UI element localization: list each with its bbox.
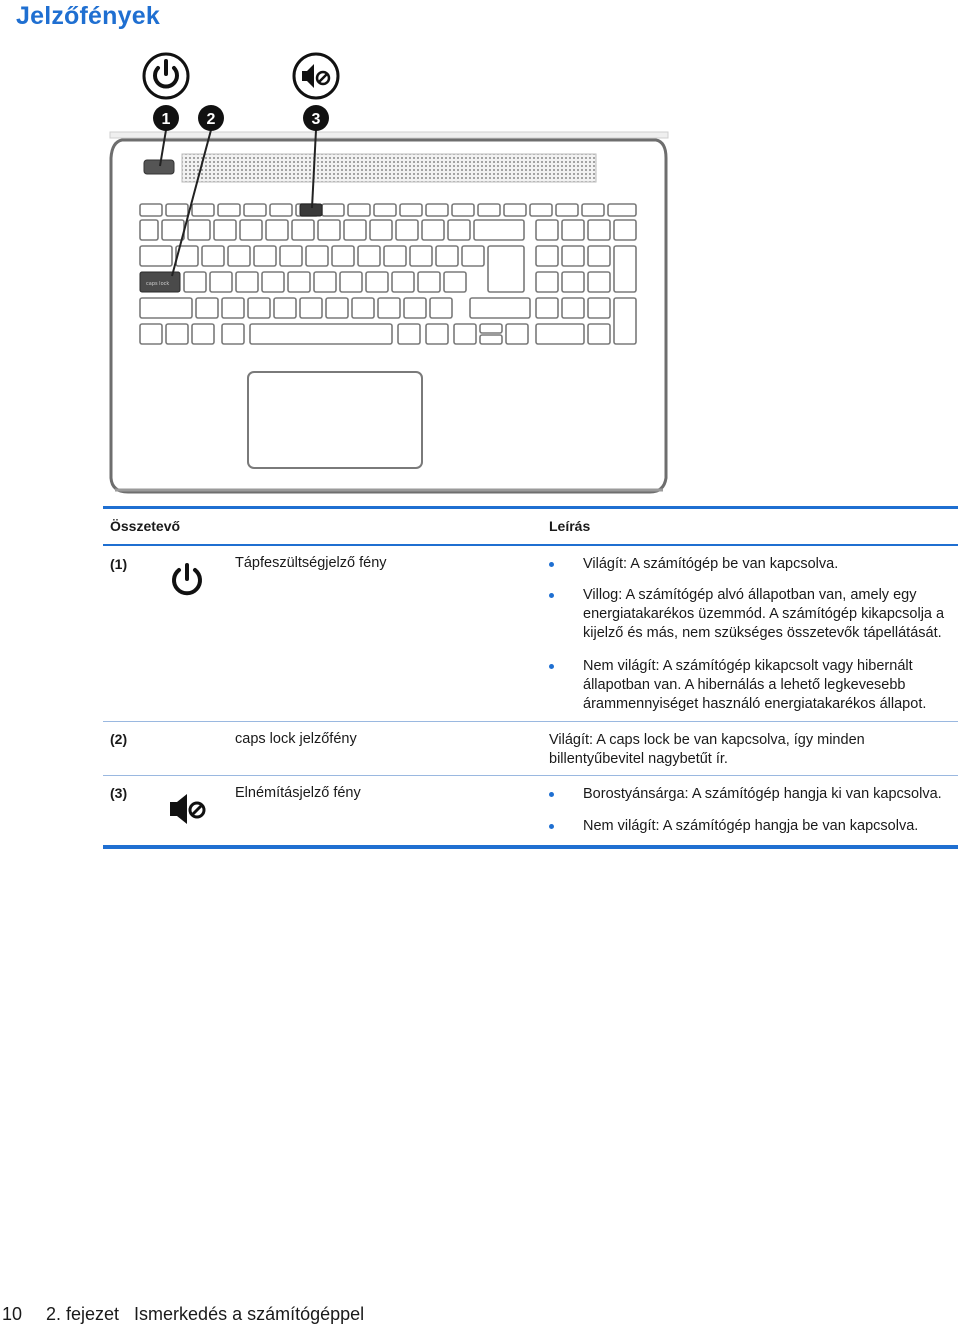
table-bottom-rule [103,845,958,849]
table-top-rule [103,506,958,509]
callout-1 [153,105,179,131]
row-1-bullet-1: Világít: A számítógép be van kapcsolva. [583,556,839,572]
chapter-title: 2. fejezet Ismerkedés a számítógéppel [46,1304,365,1324]
mute-icon [168,792,208,826]
header-component: Összetevő [110,518,181,534]
row-1-bullet-2: Villog: A számítógép alvó állapotban van, amely egy energiatakarékos üzemmód. A számítógép kikapcsolja a kijelző és más, nem szükséges összetevők tápellátását. [583,587,945,641]
row-3-bullet-1: Borostyánsárga: A számítógép hangja ki van kapcsolva. [583,786,942,802]
svg-text:2: 2 [206,111,216,128]
row-rule [103,721,958,722]
power-icon [144,54,188,98]
header-description: Leírás [549,518,591,534]
row-2-description: Világít: A caps lock be van kapcsolva, így minden billentyűbevitel nagybetűt ír. [549,732,865,767]
row-3-component: Elnémításjelző fény [235,785,361,801]
row-1-bullet-3: Nem világít: A számítógép kikapcsolt vagy hibernált állapotban van. A hibernálás a lehető legkevesebb árammennyiséget használó energiatakarékos állapot. [583,658,927,712]
mute-key [300,204,322,216]
bullet [549,792,554,797]
row-3-number: (3) [110,785,128,801]
row-2-component: caps lock jelzőfény [235,731,357,747]
row-1-number: (1) [110,556,128,572]
row-3-bullet-2: Nem világít: A számítógép hangja be van kapcsolva. [583,818,919,834]
power-icon [170,562,204,598]
caps-lock-key-label: caps lock [146,281,170,287]
page-number: 10 [2,1304,23,1324]
bullet [549,824,554,829]
header-rule [103,544,958,546]
svg-text:3: 3 [311,111,321,128]
callout-3 [303,105,329,131]
svg-text:1: 1 [161,111,171,128]
bullet [549,593,554,598]
callout-2 [198,105,224,131]
row-2-number: (2) [110,731,128,747]
row-rule [103,775,958,776]
row-1-component: Tápfeszültségjelző fény [235,555,387,571]
bullet [549,562,554,567]
bullet [549,664,554,669]
page-title: Jelzőfények [16,2,160,30]
mute-icon [294,54,338,98]
laptop-keyboard-illustration [100,48,680,498]
